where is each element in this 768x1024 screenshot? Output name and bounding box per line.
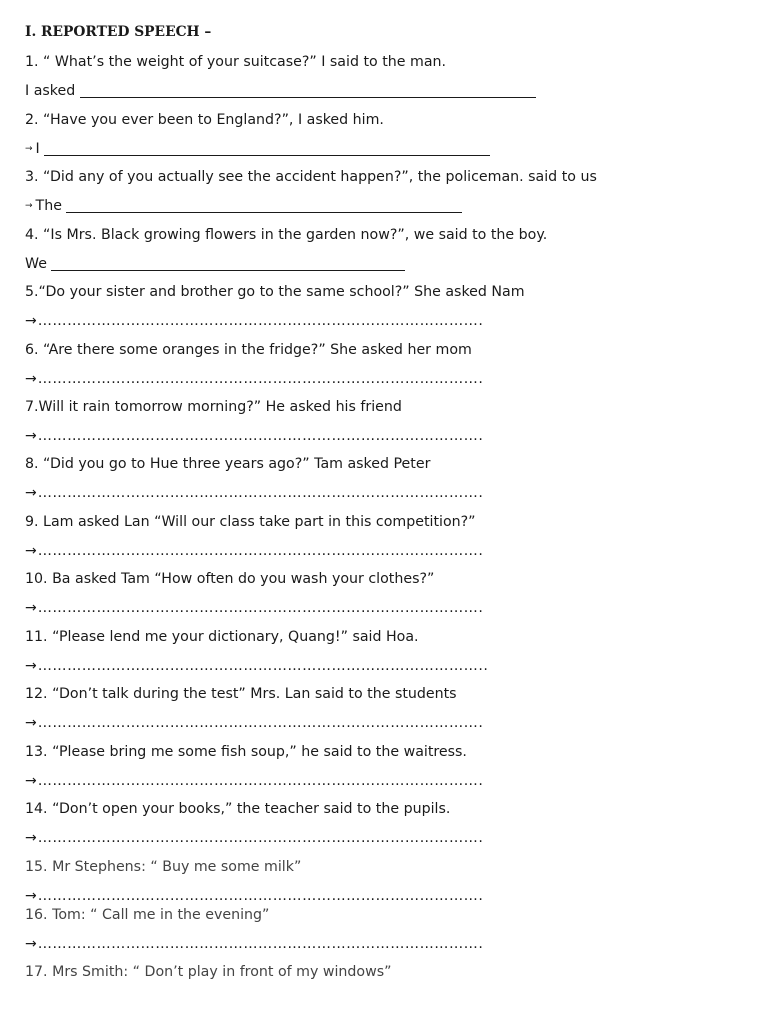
answer-prefix: I [35, 141, 40, 157]
question-3: 3. “Did any of you actually see the accident happen?”, the policeman. said to us [25, 169, 597, 185]
answer-line-5[interactable] [25, 311, 483, 331]
arrow-icon: → [25, 485, 37, 501]
question-1: 1. “ What’s the weight of your suitcase?” I said to the man. [25, 54, 447, 70]
dotted-answer: ………………………………………………………………………………. [37, 600, 484, 616]
arrow-icon: → [25, 936, 37, 952]
dotted-answer: ………………………………………………………………………………. [37, 888, 484, 904]
arrow-icon: → [25, 543, 37, 559]
answer-line-1 [25, 81, 536, 101]
dotted-answer: ………………………………………………………………………………. [37, 543, 484, 559]
question-11: 11. “Please lend me your dictionary, Quang!” said Hoa. [25, 629, 419, 645]
answer-line-8[interactable] [25, 483, 483, 503]
answer-line-6[interactable] [25, 369, 483, 389]
answer-line-15[interactable] [25, 886, 483, 906]
answer-prefix: The [35, 198, 62, 214]
answer-blank[interactable] [66, 198, 462, 213]
question-17: 17. Mrs Smith: “ Don’t play in front of my windows” [25, 964, 392, 980]
question-7: 7.Will it rain tomorrow morning?” He asked his friend [25, 399, 402, 415]
answer-line-9[interactable] [25, 541, 483, 561]
question-5: 5.“Do your sister and brother go to the same school?” She asked Nam [25, 284, 525, 300]
answer-line-7[interactable] [25, 426, 483, 446]
dotted-answer: ………………………………………………………………………………. [37, 428, 484, 444]
question-15: 15. Mr Stephens: “ Buy me some milk” [25, 859, 302, 875]
question-6: 6. “Are there some oranges in the fridge?” She asked her mom [25, 342, 472, 358]
answer-blank[interactable] [44, 141, 490, 156]
answer-line-11[interactable] [25, 656, 488, 676]
dotted-answer: ……………………………………………………………………………….. [37, 658, 489, 674]
dotted-answer: ………………………………………………………………………………. [37, 371, 484, 387]
dotted-answer: ………………………………………………………………………………. [37, 773, 484, 789]
arrow-icon: → [25, 888, 37, 904]
question-13: 13. “Please bring me some fish soup,” he said to the waitress. [25, 744, 467, 760]
answer-line-4 [25, 254, 405, 274]
arrow-icon: → [25, 428, 37, 444]
arrow-icon: → [25, 144, 33, 154]
arrow-icon: → [25, 830, 37, 846]
arrow-icon: → [25, 658, 37, 674]
answer-blank[interactable] [80, 83, 536, 98]
dotted-answer: ………………………………………………………………………………. [37, 485, 484, 501]
question-4: 4. “Is Mrs. Black growing flowers in the garden now?”, we said to the boy. [25, 227, 548, 243]
question-10: 10. Ba asked Tam “How often do you wash your clothes?” [25, 571, 435, 587]
question-8: 8. “Did you go to Hue three years ago?” Tam asked Peter [25, 456, 431, 472]
answer-line-12[interactable] [25, 713, 483, 733]
answer-line-3 [25, 196, 462, 216]
answer-line-16[interactable] [25, 934, 483, 954]
arrow-icon: → [25, 201, 33, 211]
dotted-answer: ………………………………………………………………………………. [37, 715, 484, 731]
answer-prefix: We [25, 256, 47, 272]
question-2: 2. “Have you ever been to England?”, I asked him. [25, 112, 384, 128]
answer-blank[interactable] [51, 256, 405, 271]
worksheet-title: I. REPORTED SPEECH – [25, 24, 212, 40]
arrow-icon: → [25, 600, 37, 616]
answer-line-13[interactable] [25, 771, 483, 791]
arrow-icon: → [25, 715, 37, 731]
question-16: 16. Tom: “ Call me in the evening” [25, 907, 270, 923]
question-14: 14. “Don’t open your books,” the teacher said to the pupils. [25, 801, 451, 817]
answer-prefix: I asked [25, 83, 76, 99]
dotted-answer: ………………………………………………………………………………. [37, 830, 484, 846]
question-9: 9. Lam asked Lan “Will our class take part in this competition?” [25, 514, 476, 530]
question-12: 12. “Don’t talk during the test” Mrs. Lan said to the students [25, 686, 457, 702]
answer-line-2 [25, 139, 490, 159]
dotted-answer: ………………………………………………………………………………. [37, 936, 484, 952]
arrow-icon: → [25, 773, 37, 789]
arrow-icon: → [25, 371, 37, 387]
dotted-answer: ………………………………………………………………………………. [37, 313, 484, 329]
answer-line-10[interactable] [25, 598, 483, 618]
arrow-icon: → [25, 313, 37, 329]
answer-line-14[interactable] [25, 828, 483, 848]
